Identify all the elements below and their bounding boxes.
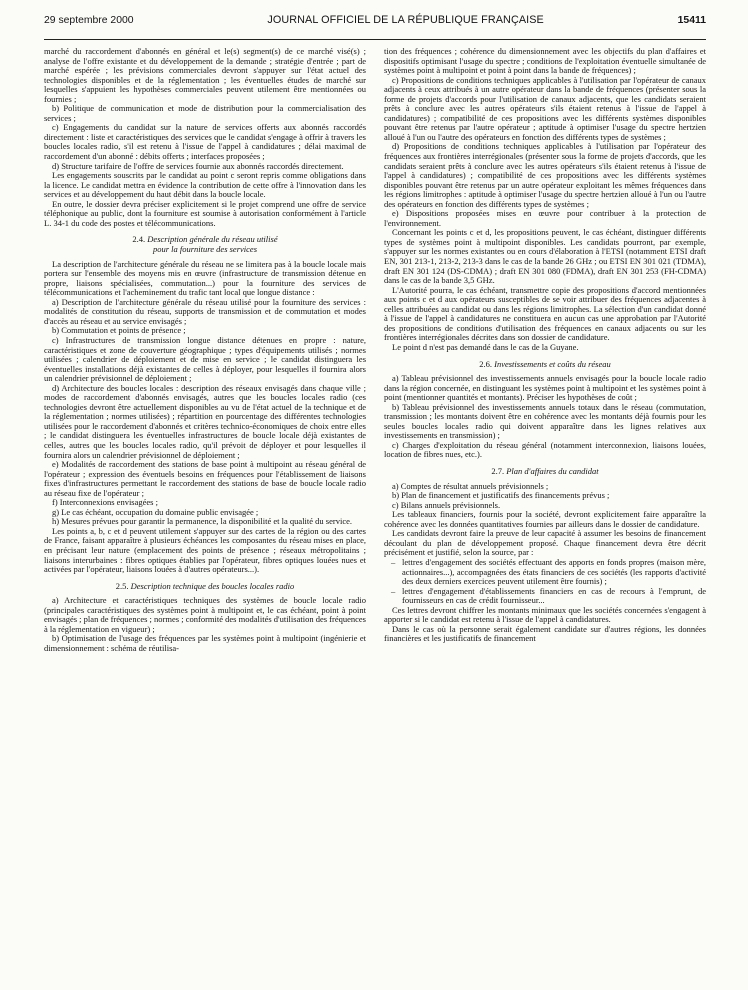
paragraph: b) Optimisation de l'usage des fréquences par les systèmes point à multipoint (ingénierie et dimensionnement : schéma de réutilisa- [44,633,366,653]
paragraph: marché du raccordement d'abonnés en général et le(s) segment(s) de ce marché visé(s) ; analyse de l'offre existante et du développement de la demande ; stratégie d'entrée ; part de marché espérée ; les prévisions commerciales devront s'appuyer sur l'état actuel des technologies disponibles et de la réglementation ; les éventuelles études de marché sur lesquelles s'appuient les hypothèses commerciales peuvent utilement être mentionnées ou fournies ; [44,47,366,104]
section-heading-2-4 [44,235,366,254]
paragraph: Ces lettres devront chiffrer les montants minimaux que les sociétés concernées s'engagent à apporter si le candidat est retenu à l'issue de l'appel à candidatures. [384,604,706,625]
paragraph: a) Description de l'architecture générale du réseau utilisé pour la fourniture des services : modalités de constitution du réseau, supports de transmission et de commutation et modes d'accès au réseau et au service envisagés ; [44,296,366,326]
paragraph: e) Modalités de raccordement des stations de base point à multipoint au réseau général de l'opérateur ; expression des éventuels besoins en fréquences pour l'établissement de liaisons fixes d'infrastructures permettant le raccordement des stations de base de boucle locale radio au réseau fixe de l'opérateur ; [44,459,366,498]
section-title: Description technique des boucles locales radio [130,580,295,591]
section-title-line-2: pour la fourniture des services [152,243,258,254]
section-number: 2.7. [491,466,505,477]
paragraph: Les tableaux financiers, fournis pour la société, devront explicitement faire apparaître la cohérence avec les données quantitatives fournies par ailleurs dans le dossier de candidature. [384,509,706,529]
paragraph: c) Infrastructures de transmission longue distance détenues en propre : nature, caractéristiques et zone de couverture géographique ; types d'équipements utilisés ; normes utilisées ; calendrier de déploiement et de mise en service ; le candidat distinguera les éventuelles installations déjà existantes de celles à déployer, pour lesquelles il fournira alors un calendrier prévisionnel de déploiement ; [44,334,366,384]
paragraph: f) Interconnexions envisagées ; [52,497,158,508]
section-title: Investissements et coûts du réseau [494,358,611,369]
paragraph: Les points a, b, c et d peuvent utilement s'appuyer sur des cartes de la région ou des cartes de France, faisant apparaître à plusieurs échéances les composantes du réseau mises en place, en précisant leur nature (emplacement des points de présence ; réseaux métropolitains ; liaisons interurbaines : fibres optiques établies par l'opérateur, fibres optiques louées nues et activées par l'opérateur, liaisons louées à d'autres opérateurs...). [44,525,366,575]
list-item: – lettres d'engagement d'établissements financiers en cas de recours à l'emprunt, de fournisseurs en cas de crédit fournisseur... [402,587,706,606]
paragraph: En outre, le dossier devra préciser explicitement si le projet comprend une offre de service téléphonique au public, dont la fourniture est soumise à autorisation conformément à l'article L. 34-1 du code des postes et télécommunications. [44,198,366,228]
text-columns [44,47,706,982]
journal-title: JOURNAL OFFICIEL DE LA RÉPUBLIQUE FRANÇAISE [267,14,544,26]
paragraph: L'Autorité pourra, le cas échéant, transmettre copie des propositions d'accord mentionnées aux points c et d aux opérateurs susceptibles de se voir attribuer des fréquences adjacentes à celles attribuées au candidat ou dans les régions limitrophes. La sélection d'un candidat donné à l'issue de l'appel à candidatures ne constituera en aucun cas une approbation par l'Autorité des propositions de conditions d'utilisation des fréquences en canaux adjacents ou sur les frontières interrégionales décrites dans son dossier de candidature. [384,284,706,343]
header-date: 29 septembre 2000 [44,15,134,26]
paragraph: tion des fréquences ; cohérence du dimensionnement avec les objectifs du plan d'affaires et dispositifs optimisant l'usage du spectre ; conditions de l'exploitation éventuelle simultanée de systèmes point à multipoint et point à point dans la bande de fréquences) ; [384,47,706,76]
paragraph: g) Le cas échéant, occupation du domaine public envisagée ; [52,506,259,517]
paragraph: a) Tableau prévisionnel des investissements annuels envisagés pour la boucle locale radio dans la région concernée, en distinguant les systèmes point à multipoint et les systèmes point à point (mentionner quantités et montants). Préciser les hypothèses de coût ; [384,373,706,403]
section-title-line-1: Description générale du réseau utilisé [147,234,278,245]
paragraph: h) Mesures prévues pour garantir la permanence, la disponibilité et la qualité du service. [52,516,352,527]
paragraph: e) Dispositions proposées mises en œuvre pour contribuer à la protection de l'environnement. [384,208,706,228]
paragraph: b) Tableau prévisionnel des investissements annuels totaux dans le réseau (commutation, transmission ; les montants doivent être en cohérence avec les montants déjà fournis pour les seules boucles locales radio qui doivent apparaître dans les lignes relatives aux investissements en transmission) ; [384,401,706,441]
paragraph: La description de l'architecture générale du réseau ne se limitera pas à la boucle locale mais portera sur l'ensemble des moyens mis en œuvre (infrastructure de transmission détenue en propre, liaisons spécialisées, commutation...) pour la fourniture des services de télécommunications et l'acheminement du trafic tant local que longue distance : [44,258,366,298]
section-number: 2.4. [132,234,146,245]
paragraph: b) Plan de financement et justificatifs des financements prévus ; [392,490,610,501]
paragraph: Dans le cas où la personne serait également candidate sur d'autres régions, les données financières et les justificatifs de financement [384,623,706,644]
paragraph: d) Propositions de conditions techniques applicables à l'utilisation par l'opérateur des fréquences aux frontières interrégionales (présenter sous la forme de projets d'accords, que les candidats seraient prêts à conclure avec les autres opérateurs s'ils étaient retenus à l'issue de l'appel à candidatures) ; compatibilité de ces propositions avec les différents systèmes disponibles pouvant être retenus par un autre opérateur exploitant les mêmes fréquences dans les régions limitrophes : aptitude à optimiser l'usage du spectre hertzien alloué à l'un ou l'autre des opérateurs en fonction des différents types de systèmes ; [384,141,706,209]
paragraph: d) Architecture des boucles locales : description des réseaux envisagés dans chaque ville ; modes de raccordement d'abonnés envisagés, autres que les boucles locales radio (ces technologies devront être actuellement disponibles au vu de l'état actuel de la technique et de la réglementation ; normes utilisées) ; répartition en pourcentage des différentes technologies utilisées pour le raccordement d'abonnés et critères technico-économiques de choix entre elles ; le candidat distinguera les éventuelles infrastructures de boucle locale déjà existantes de celles, autres que les boucles locales radio, qu'il prévoit de déployer et pour lesquelles il fournira alors un calendrier prévisionnel de déploiement ; [44,382,366,460]
paragraph: c) Bilans annuels prévisionnels. [392,499,501,510]
header-rule [44,39,706,40]
paragraph: Concernant les points c et d, les propositions peuvent, le cas échéant, distinguer différents types de systèmes point à multipoint disponibles. Les candidats pourront, par exemple, s'appuyer sur les normes existantes ou en cours d'élaboration à l'ETSI (notamment ETSI draft EN, 301 213-1, 213-2, 213-3 dans le cas de la bande 26 GHz ; ou ETSI EN 301 021 (TDMA), draft EN 301 124 (DS-CDMA) ; draft EN 301 080 (FDMA), draft EN 301 253 (FH-CDMA) dans le cas de la bande 3,5 GHz. [384,227,706,286]
section-number: 2.6. [479,358,492,369]
paragraph: c) Charges d'exploitation du réseau général (notamment interconnexion, liaisons louées, location de fibres nues, etc.). [384,439,706,460]
section-heading-2-6 [384,360,706,370]
section-heading-2-7 [384,467,706,477]
list-item: – lettres d'engagement des sociétés effectuant des apports en fonds propres (maison mère, actionnaires...), accompagnées des états financiers de ces sociétés (les rapports d'activité des deux derniers exercices peuvent utilement être fournis) ; [402,558,706,587]
paragraph: Le point d n'est pas demandé dans le cas de la Guyane. [392,341,579,352]
paragraph: d) Structure tarifaire de l'offre de services fournie aux abonnés raccordés directement. [52,160,344,171]
paragraph: c) Engagements du candidat sur la nature de services offerts aux abonnés raccordés directement : liste et caractéristiques des services que le candidat s'engage à offrir à travers les boucles locales radio, s'il est retenu à l'issue de l'appel à candidatures ; délai maximal de raccordement d'un abonné : débits offerts ; interfaces proposées ; [44,122,366,162]
paragraph: a) Comptes de résultat annuels prévisionnels ; [392,480,549,491]
paragraph: b) Commutation et points de présence ; [52,325,186,336]
right-column [384,47,706,982]
section-number: 2.5. [115,580,129,591]
paragraph: Les engagements souscrits par le candidat au point c seront repris comme obligations dans la licence. Le candidat mettra en évidence la contribution de cette offre à l'innovation dans les services et au développement du haut débit dans la boucle locale. [44,170,366,200]
paragraph: a) Architecture et caractéristiques techniques des systèmes de boucle locale radio (principales caractéristiques des systèmes point à multipoint et, le cas échéant, point à point envisagés ; plan de fréquences ; normes ; conformité des modalités d'utilisation des fréquences à la réglementation en vigueur) ; [44,595,366,634]
left-column [44,47,366,982]
paragraph: Les candidats devront faire la preuve de leur capacité à assumer les besoins de financement découlant du plan de développement proposé. Chaque financement devra être décrit précisément et justifié, selon la source, par : [384,528,706,558]
section-heading-2-5 [44,582,366,592]
section-title: Plan d'affaires du candidat [506,466,599,477]
financing-source-list [384,558,706,606]
page-header [44,14,706,30]
page-number: 15411 [677,15,706,26]
paragraph: b) Politique de communication et mode de distribution pour la commercialisation des services ; [44,103,366,123]
paragraph: c) Propositions de conditions techniques applicables à l'utilisation par l'opérateur de canaux adjacents à ceux attribués à un autre opérateur dans la bande de fréquences (présenter sous la forme de projets d'accords pour l'utilisation de canaux adjacents, que les candidats seraient prêts à conclure avec les autres opérateurs s'ils étaient retenus à l'issue de l'appel à candidatures) ; compatibilité de ces propositions avec les différents systèmes disponibles pouvant être retenus par l'autre opérateur ; aptitude à optimiser l'usage du spectre hertzien alloué à l'un ou l'autre des opérateurs en fonction des différents types de systèmes ; [384,74,706,142]
